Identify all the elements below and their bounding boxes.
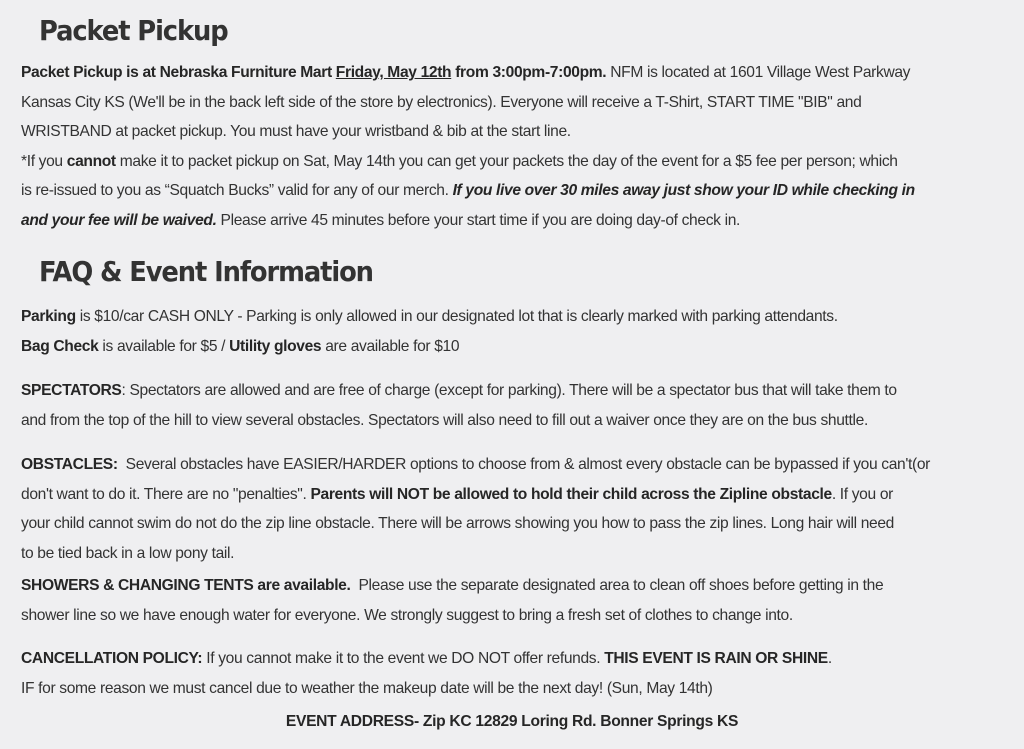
note-waiver-2: and your fee will be waived.: [21, 211, 217, 229]
obstacles-line-4: to be tied back in a low pony tail.: [21, 544, 235, 562]
pickup-note-line-2: [21, 176, 1001, 206]
showers-line-1: [21, 571, 1001, 601]
pickup-lead: Packet Pickup is at Nebraska Furniture Mart: [21, 64, 336, 81]
gloves-label: Utility gloves: [229, 337, 322, 355]
spectators-text-1: : Spectators are allowed and are free of charge (except for parking). There will be a spectator bus that will take them to: [121, 382, 897, 399]
obstacles-text-1: Several obstacles have EASIER/HARDER options to choose from & almost every obstacle can be bypassed if you can't(or: [117, 456, 931, 473]
cancel-text-2: .: [827, 650, 832, 667]
note-waiver-1: If you live over 30 miles away just show your ID while checking in: [452, 182, 915, 199]
pickup-note-line-1: [21, 147, 1001, 177]
pickup-line-2: Kansas City KS (We'll be in the back left side of the store by electronics). Everyone will receive a T-Shirt, START TIME "BIB" and: [21, 93, 862, 111]
obstacles-line-2: [21, 480, 1001, 510]
pickup-date: Friday, May 12th: [335, 64, 452, 81]
showers-line-2: shower line so we have enough water for everyone. We strongly suggest to bring a fresh set of clothes to change into.: [21, 606, 793, 624]
showers-paragraph: [21, 571, 1001, 630]
pickup-time: from 3:00pm-7:00pm.: [451, 64, 607, 81]
pickup-line-3: WRISTBAND at packet pickup. You must have your wristband & bib at the start line.: [21, 123, 571, 140]
obstacles-line-3: your child cannot swim do not do the zip line obstacle. There will be arrows showing you how to pass the zip lines. Long hair will need: [21, 515, 894, 532]
parking-text: is $10/car CASH ONLY - Parking is only allowed in our designated lot that is clearly marked with parking attendants.: [75, 308, 838, 325]
gloves-text: are available for $10: [321, 337, 460, 355]
spectators-line-1: [21, 376, 1001, 406]
showers-label: SHOWERS & CHANGING TENTS are available.: [21, 577, 351, 594]
faq-heading: FAQ & Event Information: [39, 255, 373, 288]
note-prefix: *If you: [21, 152, 67, 170]
bag-check-line: [21, 332, 1001, 362]
note-text-1: make it to packet pickup on Sat, May 14th you can get your packets the day of the event for a $5 fee per person; which: [115, 152, 898, 170]
note-text-3: Please arrive 45 minutes before your start time if you are doing day-of check in.: [216, 211, 740, 229]
obstacles-text-2: don't want to do it. There are no "penalties".: [21, 485, 311, 503]
note-cannot: cannot: [66, 152, 116, 170]
pickup-location: NFM is located at 1601 Village West Parkway: [606, 64, 911, 81]
parking-line: [21, 302, 1001, 332]
pickup-note-line-3: [21, 206, 1001, 236]
event-address: EVENT ADDRESS- Zip KC 12829 Loring Rd. Bonner Springs KS: [285, 713, 739, 730]
parking-label: Parking: [21, 308, 76, 325]
cancel-label: CANCELLATION POLICY:: [21, 650, 203, 667]
cancel-line-1: [21, 644, 1001, 674]
pickup-line-1: [21, 58, 1001, 88]
rain-or-shine: THIS EVENT IS RAIN OR SHINE: [604, 650, 828, 667]
cancel-text-1: If you cannot make it to the event we DO NOT offer refunds.: [202, 650, 605, 667]
obstacles-paragraph: [21, 450, 1001, 568]
packet-pickup-heading: Packet Pickup: [39, 14, 228, 47]
note-text-2: is re-issued to you as “Squatch Bucks” valid for any of our merch.: [21, 182, 453, 199]
obstacles-zipline-warning: Parents will NOT be allowed to hold their child across the Zipline obstacle: [310, 485, 832, 503]
obstacles-line-1: [21, 450, 1001, 480]
bag-check-text: is available for $5 /: [98, 337, 230, 355]
showers-text-1: Please use the separate designated area to clean off shoes before getting in the: [350, 577, 884, 594]
bag-check-label: Bag Check: [21, 337, 99, 355]
obstacles-label: OBSTACLES:: [21, 456, 118, 473]
spectators-paragraph: [21, 376, 1001, 435]
packet-pickup-paragraph: [21, 58, 1001, 235]
parking-paragraph: [21, 302, 1001, 361]
spectators-label: SPECTATORS: [21, 382, 122, 399]
cancel-line-2: IF for some reason we must cancel due to weather the makeup date will be the next day! (Sun, May 14th): [21, 679, 713, 697]
cancellation-paragraph: [21, 644, 1001, 703]
obstacles-text-3: . If you or: [831, 485, 893, 503]
spectators-line-2: and from the top of the hill to view several obstacles. Spectators will also need to fill out a waiver once they are on the bus shuttle.: [21, 411, 868, 429]
